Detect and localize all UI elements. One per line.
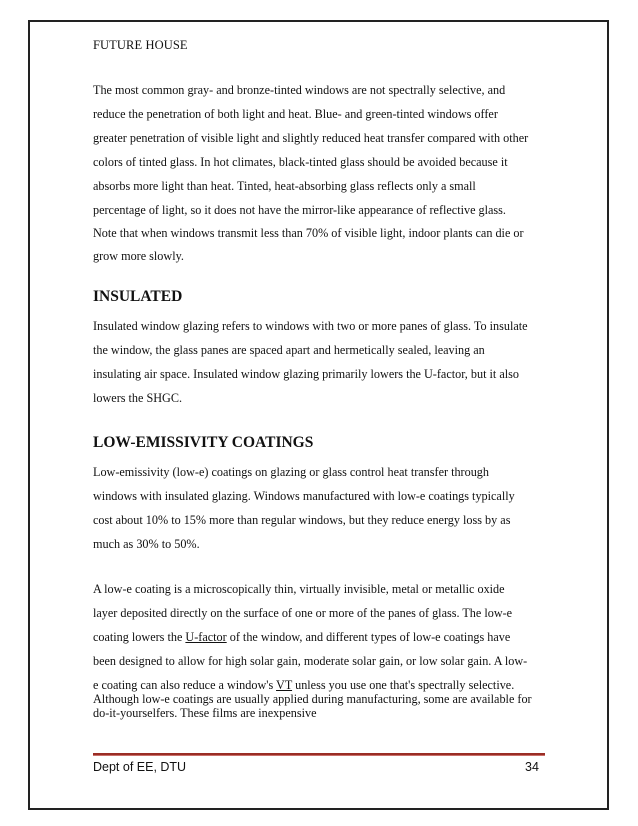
section-heading-insulated: INSULATED <box>93 288 183 305</box>
text-line: greater penetration of visible light and slightly reduced heat transfer compared with other <box>93 131 529 145</box>
text-line: the window, the glass panes are spaced apart and hermetically sealed, leaving an <box>93 343 485 357</box>
text-line: reduce the penetration of both light and heat. Blue- and green-tinted windows offer <box>93 107 498 121</box>
text-line: do-it-yourselfers. These films are inexpensive <box>93 706 317 720</box>
text-line <box>93 678 514 693</box>
text-line: windows with insulated glazing. Windows manufactured with low-e coatings typically <box>93 489 515 503</box>
text-span: coating lowers the <box>93 630 186 644</box>
text-span: unless you use one that's spectrally selective. <box>292 678 515 692</box>
text-line: Insulated window glazing refers to windows with two or more panes of glass. To insulate <box>93 319 528 333</box>
text-span: of the window, and different types of low-e coatings have <box>226 630 511 644</box>
text-line: Although low-e coatings are usually applied during manufacturing, some are available for <box>93 692 532 706</box>
section-heading-low-e: LOW-EMISSIVITY COATINGS <box>93 434 314 451</box>
text-line: insulating air space. Insulated window glazing primarily lowers the U-factor, but it also <box>93 367 519 381</box>
text-line: been designed to allow for high solar gain, moderate solar gain, or low solar gain. A low- <box>93 654 528 668</box>
text-line: Note that when windows transmit less than 70% of visible light, indoor plants can die or <box>93 226 524 240</box>
u-factor-link[interactable]: U-factor <box>185 630 227 644</box>
running-header: FUTURE HOUSE <box>93 38 188 52</box>
text-line: cost about 10% to 15% more than regular windows, but they reduce energy loss by as <box>93 513 511 527</box>
vt-link[interactable]: VT <box>276 678 293 692</box>
text-line: lowers the SHGC. <box>93 391 183 405</box>
text-line: colors of tinted glass. In hot climates, black-tinted glass should be avoided because it <box>93 155 508 169</box>
text-line: grow more slowly. <box>93 249 184 263</box>
text-line: Low-emissivity (low-e) coatings on glazing or glass control heat transfer through <box>93 465 489 479</box>
text-line: A low-e coating is a microscopically thin, virtually invisible, metal or metallic oxide <box>93 582 505 596</box>
text-line <box>93 630 510 645</box>
text-line: absorbs more light than heat. Tinted, heat-absorbing glass reflects only a small <box>93 179 476 193</box>
page-number: 34 <box>525 760 539 774</box>
text-line: much as 30% to 50%. <box>93 537 200 551</box>
footer-rule <box>93 753 545 755</box>
text-line: The most common gray- and bronze-tinted windows are not spectrally selective, and <box>93 83 506 97</box>
text-line: percentage of light, so it does not have the mirror-like appearance of reflective glass. <box>93 203 506 217</box>
text-line: layer deposited directly on the surface of one or more of the panes of glass. The low-e <box>93 606 513 620</box>
text-span: e coating can also reduce a window's <box>93 678 277 692</box>
footer-department: Dept of EE, DTU <box>93 760 187 774</box>
